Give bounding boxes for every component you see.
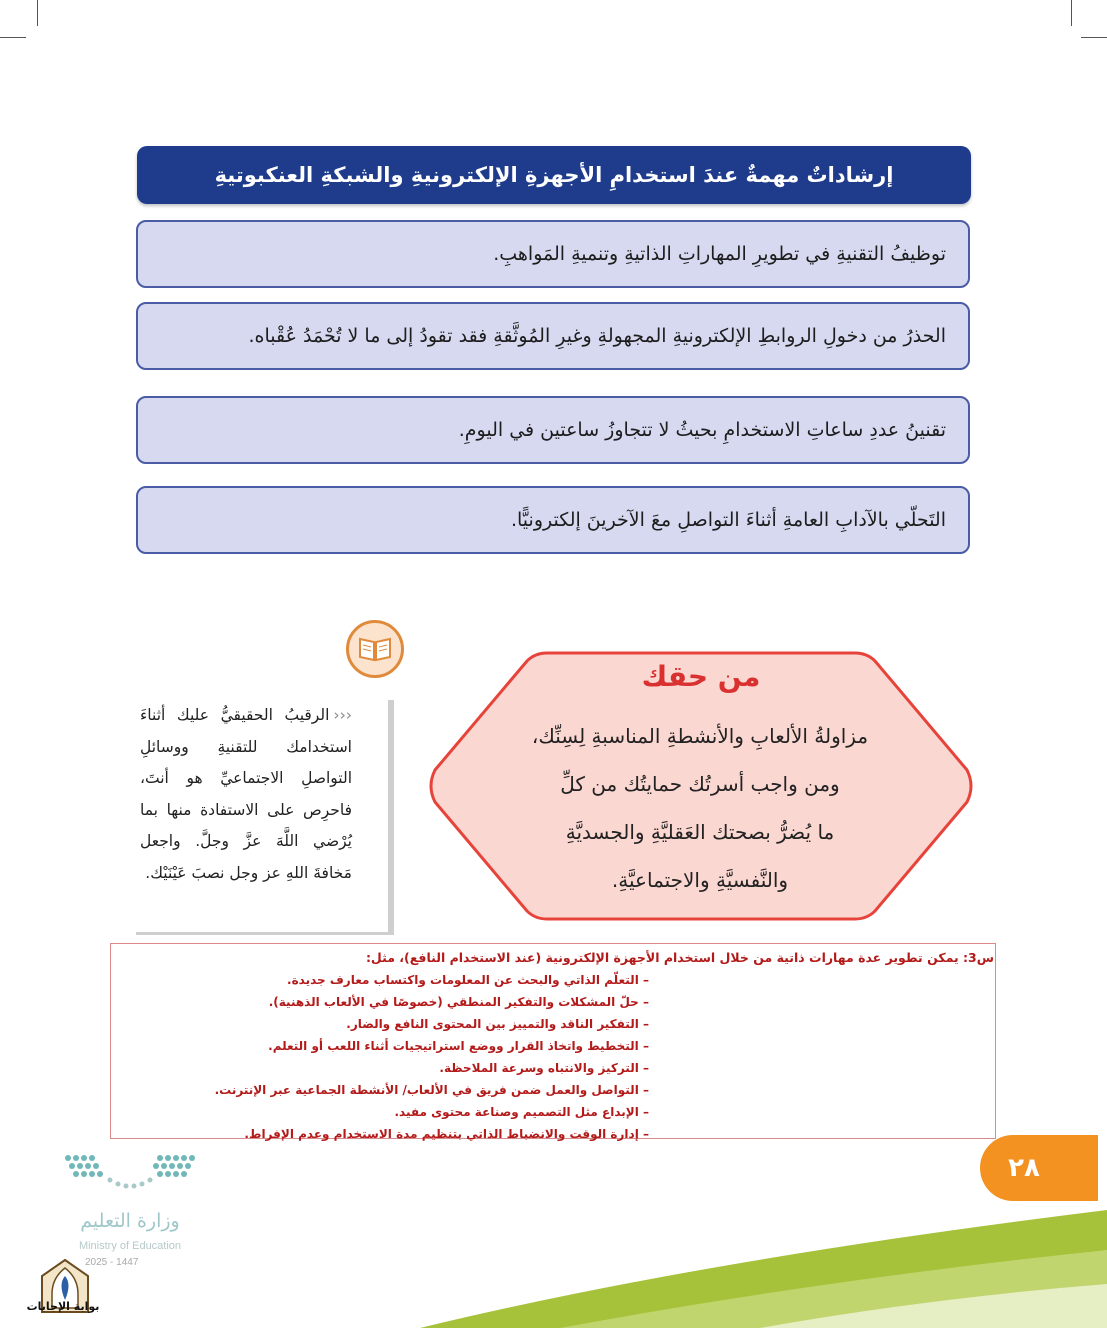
crop-mark bbox=[1071, 0, 1072, 26]
book-icon bbox=[346, 620, 404, 678]
ministry-year: 2025 - 1447 bbox=[85, 1257, 139, 1268]
side-note-border bbox=[388, 700, 394, 935]
side-note bbox=[140, 700, 352, 889]
tip-text: التَحلّي بالآدابِ العامةِ أثناءَ التواصلِ معَ الآخرينَ إلكترونيًّا. bbox=[510, 509, 946, 531]
ministry-name-ar: وزارة التعليم bbox=[80, 1210, 180, 1232]
rights-line: مزاولةُ الألعابِ والأنشطةِ المناسبةِ لِسِنِّك، bbox=[531, 724, 869, 748]
tip-box bbox=[136, 302, 970, 370]
answer-item: – التخطيط واتخاذ القرار ووضع استراتيجيات أثناء اللعب أو التعلم. bbox=[114, 1035, 994, 1057]
answer-list bbox=[114, 947, 994, 1145]
tip-box bbox=[136, 220, 970, 288]
rights-line: ومن واجب أسرتُك حمايتُك من كلِّ bbox=[560, 772, 840, 796]
tip-box bbox=[136, 486, 970, 554]
side-note-border bbox=[136, 932, 394, 935]
crop-mark bbox=[37, 0, 38, 26]
tip-text: تقنينُ عددِ ساعاتِ الاستخدامِ بحيثُ لا تتجاوزُ ساعتين في اليومِ. bbox=[458, 419, 946, 441]
rights-title: من حقك bbox=[641, 660, 761, 693]
rights-line: ما يُضرُّ بصحتك العَقليَّةِ والجسديَّةِ bbox=[565, 820, 835, 844]
side-note-text: الرقيبُ الحقيقيُّ عليك أثناءَ استخدامك للتقنيةِ ووسائلِ التواصلِ الاجتماعيِّ هو أنتَ، فاحرِص على الاستفادة منها بما يُرْضي اللَّهَ عزَّ وجلَّ. واجعل مَخافةَ اللهِ عز وجل نصبَ عَيْنَيْك. bbox=[140, 706, 352, 882]
crop-mark bbox=[1081, 37, 1107, 38]
tip-text: الحذرُ من دخولِ الروابطِ الإلكترونيةِ المجهولةِ وغيرِ المُوثَّقةِ فقد تقودُ إلى ما لا تُحْمَدُ عُقْباه. bbox=[248, 325, 946, 347]
rights-text bbox=[500, 712, 900, 904]
page-title: إرشاداتٌ مهمةٌ عندَ استخدامِ الأجهزةِ الإلكترونيةِ والشبكةِ العنكبوتيةِ bbox=[137, 146, 971, 204]
answer-item: – إدارة الوقت والانضباط الذاتي بتنظيم مدة الاستخدام وعدم الإفراط. bbox=[114, 1123, 994, 1145]
quote-icon: ‹‹‹ bbox=[333, 706, 352, 724]
answer-item: – التواصل والعمل ضمن فريق في الألعاب/ الأنشطة الجماعية عبر الإنترنت. bbox=[114, 1079, 994, 1101]
portal-logo-text: بوابة الإجابات bbox=[26, 1300, 100, 1313]
tip-box bbox=[136, 396, 970, 464]
tip-text: توظيفُ التقنيةِ في تطويرِ المهاراتِ الذاتيةِ وتنميةِ المَواهبِ. bbox=[493, 243, 946, 265]
answer-item: – التعلّم الذاتي والبحث عن المعلومات واكتساب معارف جديدة. bbox=[114, 969, 994, 991]
answer-question: س3: يمكن تطوير عدة مهارات ذاتية من خلال استخدام الأجهزة الإلكترونية (عند الاستخدام النافع)، مثل: bbox=[365, 950, 994, 965]
answer-item: – الإبداع مثل التصميم وصناعة محتوى مفيد. bbox=[114, 1101, 994, 1123]
rights-line: والنَّفسيَّةِ والاجتماعيَّةِ. bbox=[611, 868, 789, 892]
ministry-name-en: Ministry of Education bbox=[78, 1240, 182, 1252]
answer-item: – التركيز والانتباه وسرعة الملاحظة. bbox=[114, 1057, 994, 1079]
answer-item: – التفكير الناقد والتمييز بين المحتوى النافع والضار. bbox=[114, 1013, 994, 1035]
page-number: ٢٨ bbox=[980, 1135, 1098, 1201]
crop-mark bbox=[0, 37, 26, 38]
answer-item: – حلّ المشكلات والتفكير المنطقي (خصوصًا في الألعاب الذهنية). bbox=[114, 991, 994, 1013]
ministry-logo-icon bbox=[60, 1150, 200, 1200]
answer-box bbox=[110, 943, 996, 1139]
